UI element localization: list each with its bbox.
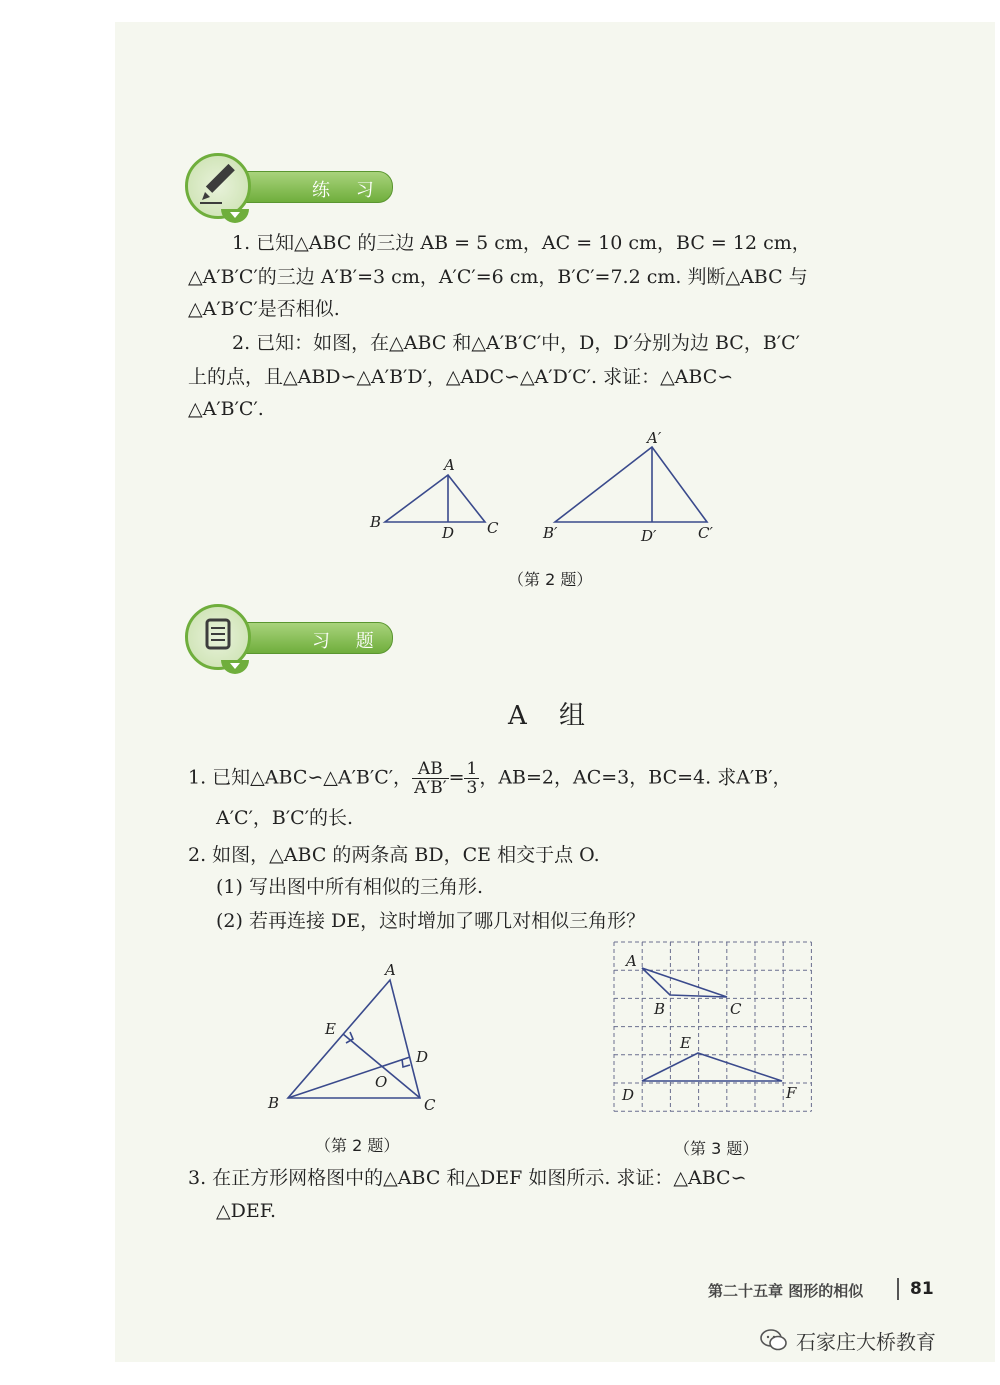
practice-q2-line1: 2. 已知：如图，在△ABC 和△A′B′C′中，D，D′分别为边 BC，B′C′ [232, 332, 800, 354]
label-a: A [626, 952, 637, 970]
practice-figure [360, 425, 740, 550]
exercises-banner-label: 习 题 [312, 631, 384, 652]
label-d-prime: D′ [641, 527, 657, 545]
triangle-def-ex3 [642, 1053, 782, 1081]
exercise-q1-line2: A′C′，B′C′的长. [216, 807, 354, 829]
exercise-q3-line1: 3. 在正方形网格图中的△ABC 和△DEF 如图所示. 求证：△ABC∽ [188, 1167, 747, 1189]
fraction-one-third [464, 760, 479, 797]
exercise-q2-sub1: (1) 写出图中所有相似的三角形. [216, 876, 483, 898]
textbook-page [115, 22, 995, 1362]
fraction-ab-numerator: AB [412, 760, 449, 779]
label-a-prime: A′ [647, 429, 662, 447]
practice-q2-line3: △A′B′C′. [188, 398, 264, 420]
exercise-q2-sub2: (2) 若再连接 DE，这时增加了哪几对相似三角形？ [216, 910, 646, 932]
label-a: A [385, 961, 396, 979]
label-f: F [786, 1084, 797, 1102]
practice-q1-line1: 1. 已知△ABC 的三边 AB = 5 cm，AC = 10 cm，BC = 12 cm， [232, 232, 811, 254]
triangle-abc [385, 475, 485, 522]
label-a: A [444, 456, 455, 474]
label-b: B [268, 1094, 280, 1112]
exercise-q1-equals: = [448, 766, 465, 789]
label-b: B [654, 1000, 666, 1018]
label-b: B [370, 513, 382, 531]
label-c: C [487, 519, 499, 537]
practice-q1-line2: △A′B′C′的三边 A′B′=3 cm，A′C′=6 cm，B′C′=7.2 cm. 判断△ABC 与 [188, 266, 808, 288]
practice-q1-line3: △A′B′C′是否相似. [188, 298, 340, 320]
label-o: O [375, 1073, 388, 1091]
footer-divider [897, 1278, 899, 1300]
exercise-3-figure [610, 940, 820, 1115]
label-e: E [680, 1034, 691, 1052]
label-d: D [442, 524, 455, 542]
exercise-q3-line2: △DEF. [216, 1200, 276, 1222]
fraction-ab [412, 760, 449, 797]
label-c: C [424, 1096, 436, 1114]
wechat-icon [760, 1328, 788, 1352]
triangle-abc-prime [555, 447, 707, 522]
exercise-3-figure-caption: （第 3 题） [674, 1139, 759, 1158]
square-grid [614, 942, 811, 1111]
page-number: 81 [910, 1279, 934, 1299]
chapter-footer: 第二十五章 图形的相似 [708, 1282, 864, 1300]
exercise-q1-prefix: 1. 已知△ABC∽△A′B′C′， [188, 766, 413, 789]
exercise-q1-line1 [188, 760, 792, 797]
practice-banner [185, 163, 395, 209]
right-angle-d [402, 1059, 410, 1067]
label-c: C [730, 1000, 742, 1018]
exercises-banner [185, 614, 395, 660]
fraction-ab-denominator: A′B′ [414, 778, 447, 798]
group-title: A 组 [508, 701, 598, 731]
fraction-one-third-denominator: 3 [466, 778, 478, 798]
practice-q2-line2: 上的点，且△ABD∽△A′B′D′，△ADC∽△A′D′C′. 求证：△ABC∽ [188, 366, 734, 388]
triangle-abc-ex3 [642, 968, 727, 997]
label-e: E [325, 1020, 336, 1038]
exercise-2-figure-caption: （第 2 题） [315, 1136, 400, 1155]
watermark-text: 石家庄大桥教育 [796, 1330, 936, 1354]
triangle-abc-ex2 [288, 980, 420, 1098]
practice-banner-label: 练 习 [312, 180, 384, 201]
label-d: D [622, 1086, 635, 1104]
label-c-prime: C′ [698, 524, 713, 542]
label-d: D [416, 1048, 429, 1066]
fraction-one-third-numerator: 1 [466, 759, 478, 779]
exercise-2-figure [260, 955, 460, 1120]
label-b-prime: B′ [543, 524, 558, 542]
exercise-q1-suffix: ，AB=2，AC=3，BC=4. 求A′B′， [479, 766, 792, 789]
practice-figure-caption: （第 2 题） [508, 570, 593, 589]
exercise-q2-line1: 2. 如图，△ABC 的两条高 BD，CE 相交于点 O. [188, 844, 600, 866]
